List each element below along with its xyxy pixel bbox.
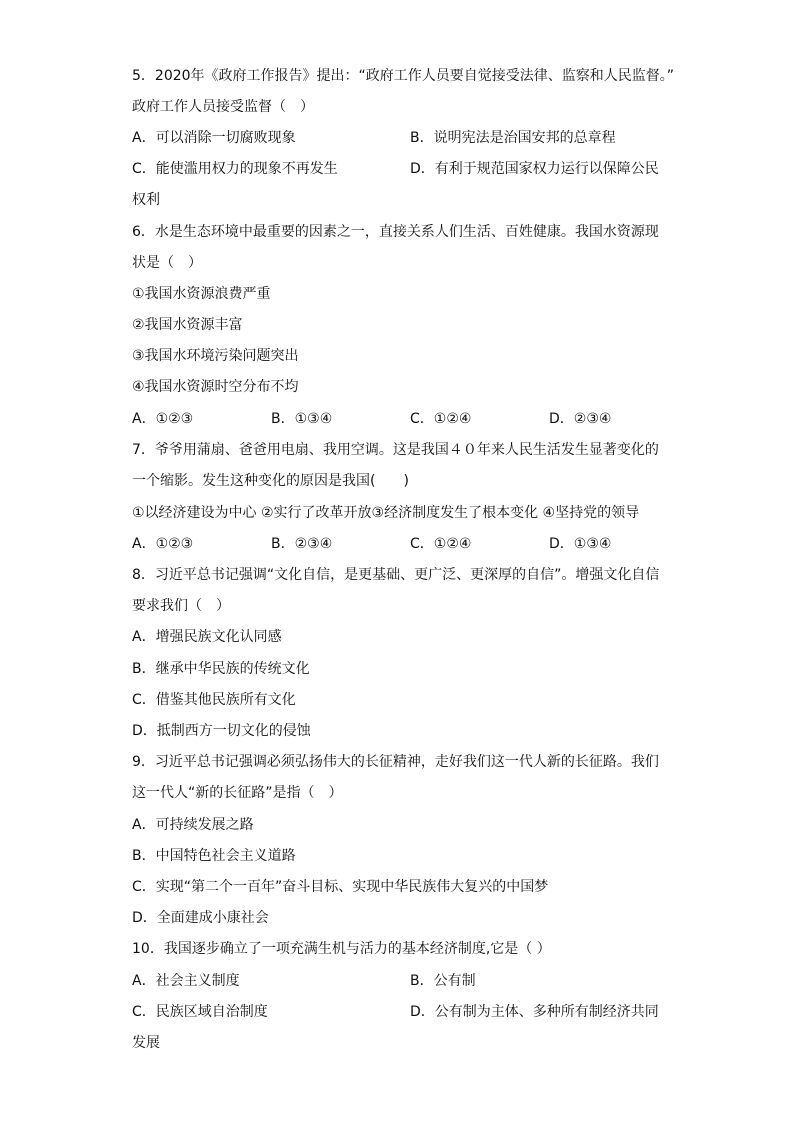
q5-stem-line1: 5．2020年《政府工作报告》提出：“政府工作人员要自觉接受法律、监察和人民监督。” xyxy=(132,68,675,84)
q9-option-c: C．实现“第二个一百年”奋斗目标、实现中华民族伟大复兴的中国梦 xyxy=(132,879,549,895)
q8-option-d: D．抵制西方一切文化的侵蚀 xyxy=(132,723,311,739)
q6-option-d: D．②③④ xyxy=(549,411,612,427)
q6-item-3: ③我国水环境污染问题突出 xyxy=(132,348,299,364)
q6-item-4: ④我国水资源时空分布不均 xyxy=(132,379,299,395)
q5-option-c: C．能使滥用权力的现象不再发生 xyxy=(132,161,338,177)
q6-stem-line2: 状是（ ） xyxy=(132,255,202,271)
q6-option-c: C．①②④ xyxy=(410,411,472,427)
q8-stem-line2: 要求我们（ ） xyxy=(132,598,230,614)
q7-items-line: ①以经济建设为中心 ②实行了改革开放③经济制度发生了根本变化 ④坚持党的领导 xyxy=(132,505,640,521)
q8-option-a: A．增强民族文化认同感 xyxy=(132,629,282,645)
q7-option-a: A．①②③ xyxy=(132,536,194,552)
q7-option-b: B．②③④ xyxy=(271,536,333,552)
q9-option-d: D．全面建成小康社会 xyxy=(132,910,269,926)
q5-option-a: A．可以消除一切腐败现象 xyxy=(132,130,296,146)
q7-stem-line1: 7．爷爷用蒲扇、爸爸用电扇、我用空调。这是我国４０年来人民生活发生显著变化的 xyxy=(132,442,659,458)
q5-option-d-continued: 权利 xyxy=(132,192,160,208)
q10-option-d-continued: 发展 xyxy=(132,1035,160,1051)
q5-stem-line2: 政府工作人员接受监督（ ） xyxy=(132,99,314,115)
q7-option-c: C．①②④ xyxy=(410,536,472,552)
q5-option-b: B．说明宪法是治国安邦的总章程 xyxy=(410,130,616,146)
q9-option-b: B．中国特色社会主义道路 xyxy=(132,848,296,864)
q9-stem-line2: 这一代人“新的长征路”是指（ ） xyxy=(132,785,343,801)
q10-stem-line1: 10．我国逐步确立了一项充满生机与活力的基本经济制度,它是（ ） xyxy=(132,941,551,957)
q8-option-c: C．借鉴其他民族所有文化 xyxy=(132,692,296,708)
q6-stem-line1: 6．水是生态环境中最重要的因素之一，直接关系人们生活、百姓健康。我国水资源现 xyxy=(132,224,659,240)
q10-option-c: C．民族区域自治制度 xyxy=(132,1004,268,1020)
q6-item-1: ①我国水资源浪费严重 xyxy=(132,286,271,302)
q8-option-b: B．继承中华民族的传统文化 xyxy=(132,661,310,677)
q8-stem-line1: 8．习近平总书记强调“文化自信，是更基础、更广泛、更深厚的自信”。增强文化自信 xyxy=(132,567,660,583)
q5-option-d: D．有利于规范国家权力运行以保障公民 xyxy=(410,161,659,177)
q7-option-d: D．①③④ xyxy=(549,536,612,552)
q7-stem-line2: 一个缩影。发生这种变化的原因是我国( ) xyxy=(132,473,409,489)
q10-option-d: D．公有制为主体、多种所有制经济共同 xyxy=(410,1004,659,1020)
q9-option-a: A．可持续发展之路 xyxy=(132,817,254,833)
q9-stem-line1: 9．习近平总书记强调必须弘扬伟大的长征精神，走好我们这一代人新的长征路。我们 xyxy=(132,754,659,770)
q10-option-b: B．公有制 xyxy=(410,973,476,989)
q10-option-a: A．社会主义制度 xyxy=(132,973,240,989)
q6-option-b: B．①③④ xyxy=(271,411,333,427)
q6-option-a: A．①②③ xyxy=(132,411,194,427)
q6-item-2: ②我国水资源丰富 xyxy=(132,317,243,333)
